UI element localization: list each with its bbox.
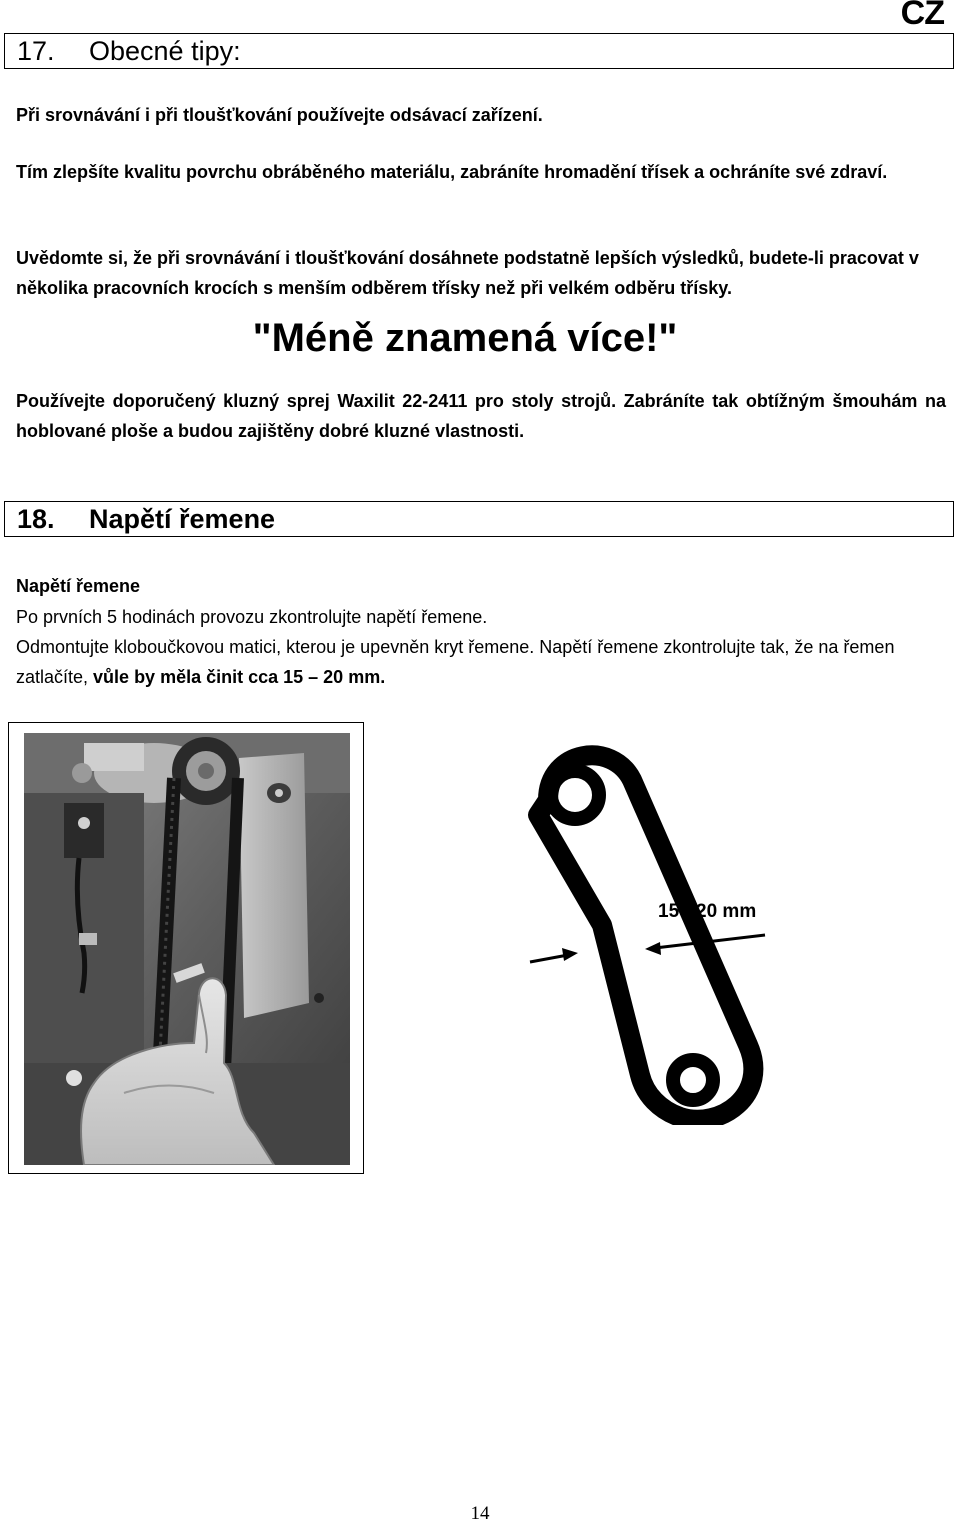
paragraph-check-interval: Po prvních 5 hodinách provozu zkontrolujte napětí řemene. <box>16 607 488 627</box>
deflection-label: 15 - 20 mm <box>658 901 757 922</box>
paragraph-check-procedure <box>16 632 946 692</box>
section-number: 17. <box>17 36 55 66</box>
paragraph-extraction: Při srovnávání i při tloušťkování používejte odsávací zařízení. <box>16 105 543 125</box>
paragraph-benefits: Tím zlepšíte kvalitu povrchu obráběného materiálu, zabráníte hromadění třísek a ochráníte své zdraví. <box>16 162 888 182</box>
paragraph-spray: Používejte doporučený kluzný sprej Waxilit 22-2411 pro stoly strojů. Zabráníte tak obtížným šmouhám na hoblované ploše a budou zajištěny dobré kluzné vlastnosti. <box>16 391 946 441</box>
section-17-header <box>4 33 954 69</box>
belt-tension-diagram <box>520 745 780 1125</box>
page-number: 14 <box>470 1503 490 1524</box>
section-title: Napětí řemene <box>89 504 276 534</box>
section-number: 18. <box>17 504 55 534</box>
belt-check-photo <box>8 722 364 1174</box>
section-18-header <box>4 501 954 537</box>
procedure-text: Odmontujte kloboučkovou matici, kterou je upevněn kryt řemene. Napětí řemene zkontrolujte tak, že na řemen zatlačíte, <box>16 637 895 687</box>
play-spec: vůle by měla činit cca 15 – 20 mm. <box>93 667 386 687</box>
paragraph-passes: Uvědomte si, že při srovnávání i tloušťkování dosáhnete podstatně lepších výsledků, budete-li pracovat v několika pracovních krocích s menším odběrem třísky než při velkém odběru třísky. <box>16 248 919 298</box>
language-tag: CZ <box>900 0 944 32</box>
motto: "Méně znamená více!" <box>252 316 678 360</box>
bottom-pulley <box>673 1060 713 1100</box>
belt-photo-illustration <box>24 733 350 1165</box>
arrow-left <box>530 948 578 962</box>
subheading-belt-tension: Napětí řemene <box>16 576 141 596</box>
section-title: Obecné tipy: <box>89 36 241 66</box>
belt-loop <box>538 755 753 1119</box>
